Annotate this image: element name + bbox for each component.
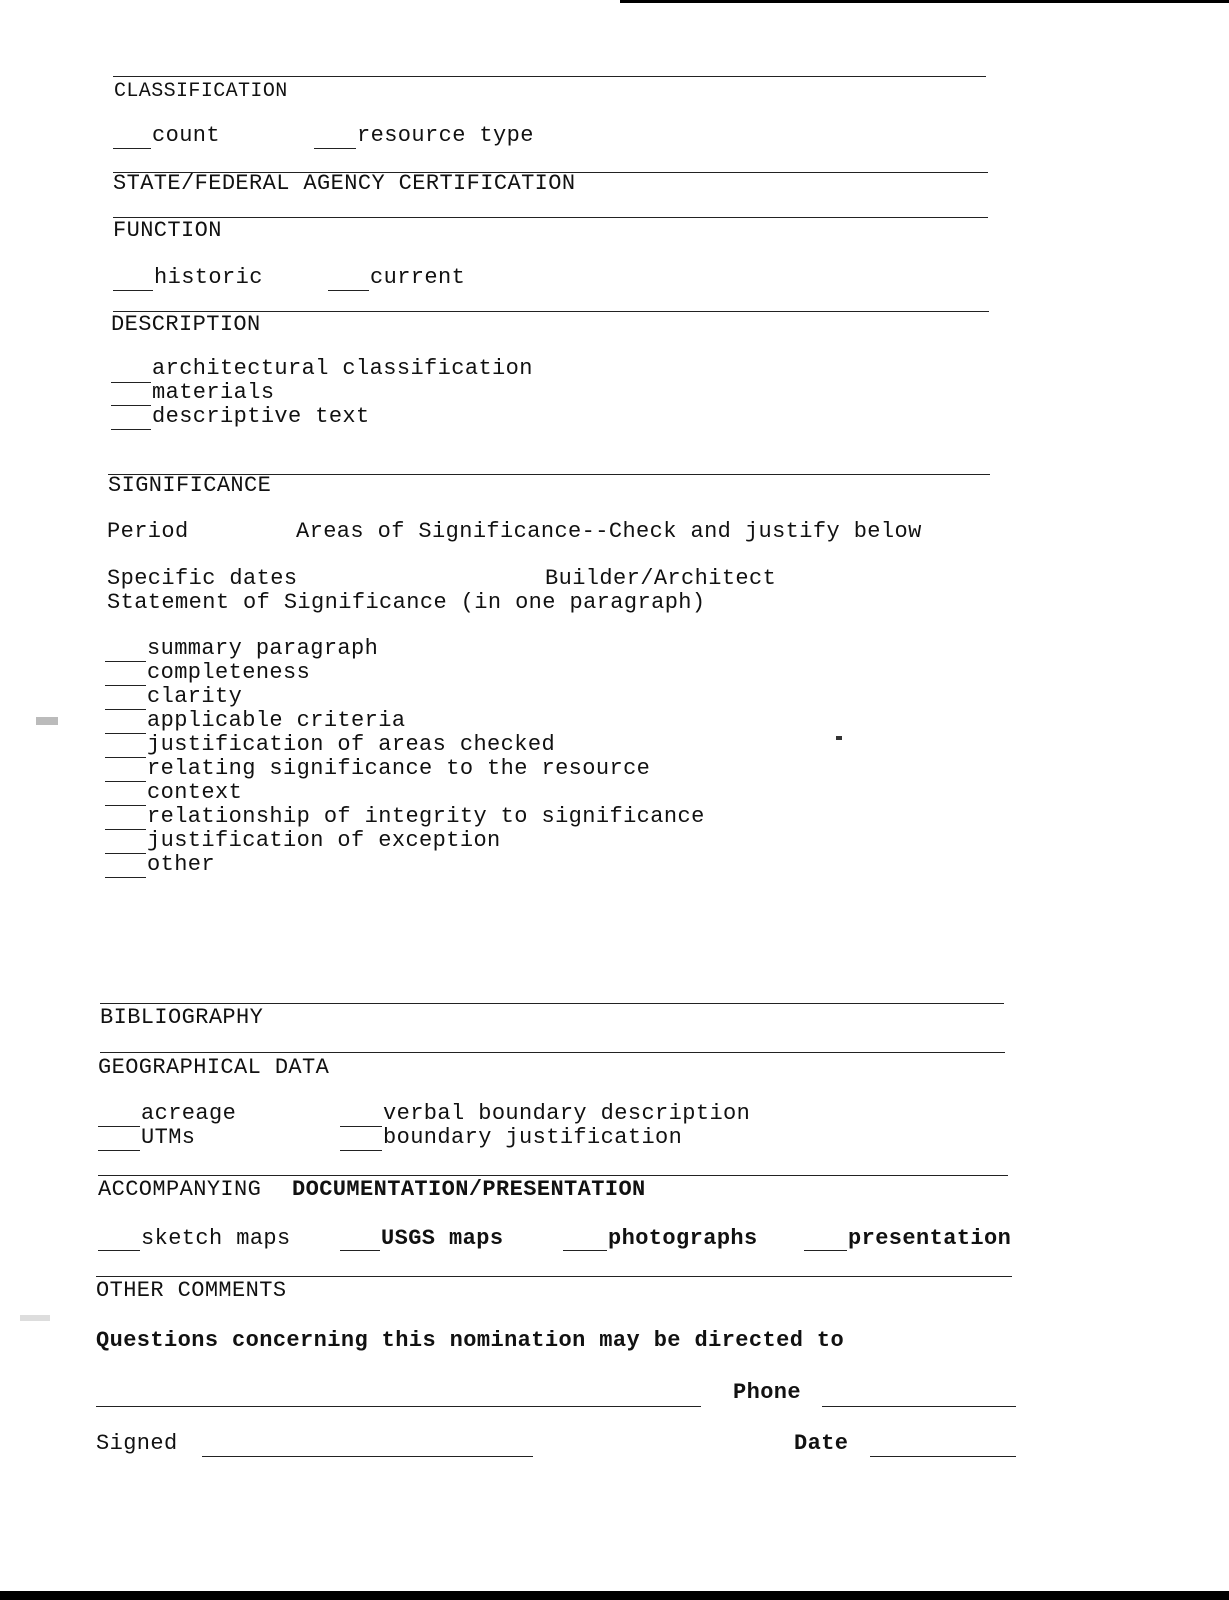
check-blank[interactable] bbox=[113, 290, 153, 291]
classification-resource-type: resource type bbox=[357, 123, 534, 148]
geographical-heading: GEOGRAPHICAL DATA bbox=[98, 1055, 330, 1080]
significance-statement: Statement of Significance (in one paragraph) bbox=[107, 590, 706, 615]
check-blank[interactable] bbox=[98, 1150, 140, 1151]
contact-name-line[interactable] bbox=[96, 1406, 701, 1407]
phone-label: Phone bbox=[733, 1380, 802, 1405]
check-blank[interactable] bbox=[804, 1250, 847, 1251]
section-rule bbox=[113, 76, 986, 77]
significance-builder: Builder/Architect bbox=[545, 566, 777, 591]
check-blank[interactable] bbox=[105, 661, 146, 662]
significance-item: clarity bbox=[147, 684, 243, 709]
significance-item: justification of areas checked bbox=[147, 732, 556, 757]
section-rule bbox=[98, 1175, 1008, 1176]
check-blank[interactable] bbox=[340, 1126, 382, 1127]
comments-heading: OTHER COMMENTS bbox=[96, 1278, 287, 1303]
check-blank[interactable] bbox=[563, 1250, 607, 1251]
accompanying-photographs: photographs bbox=[608, 1226, 758, 1251]
check-blank[interactable] bbox=[113, 148, 151, 149]
classification-heading: CLASSIFICATION bbox=[114, 80, 288, 103]
check-blank[interactable] bbox=[328, 290, 369, 291]
certification-heading: STATE/FEDERAL AGENCY CERTIFICATION bbox=[113, 171, 576, 196]
signature-line[interactable] bbox=[202, 1456, 533, 1457]
geo-utms: UTMs bbox=[141, 1125, 196, 1150]
significance-item: other bbox=[147, 852, 216, 877]
section-rule bbox=[113, 217, 988, 218]
significance-specific-dates: Specific dates bbox=[107, 566, 298, 591]
bibliography-heading: BIBLIOGRAPHY bbox=[100, 1005, 264, 1030]
accompanying-presentation: presentation bbox=[848, 1226, 1012, 1251]
function-heading: FUNCTION bbox=[113, 218, 222, 243]
description-item: architectural classification bbox=[152, 356, 533, 381]
check-blank[interactable] bbox=[105, 709, 146, 710]
check-blank[interactable] bbox=[98, 1126, 140, 1127]
check-blank[interactable] bbox=[105, 733, 146, 734]
check-blank[interactable] bbox=[105, 805, 146, 806]
accompanying-sketch-maps: sketch maps bbox=[141, 1226, 291, 1251]
function-current: current bbox=[370, 265, 466, 290]
check-blank[interactable] bbox=[105, 877, 146, 878]
significance-item: context bbox=[147, 780, 243, 805]
section-rule bbox=[96, 1276, 1012, 1277]
phone-line[interactable] bbox=[822, 1406, 1016, 1407]
accompanying-heading-part2: DOCUMENTATION/PRESENTATION bbox=[292, 1177, 646, 1202]
description-item: descriptive text bbox=[152, 404, 370, 429]
questions-text: Questions concerning this nomination may be directed to bbox=[96, 1328, 845, 1353]
description-item: materials bbox=[152, 380, 275, 405]
check-blank[interactable] bbox=[105, 829, 146, 830]
geo-acreage: acreage bbox=[141, 1101, 237, 1126]
check-blank[interactable] bbox=[111, 405, 151, 406]
section-rule bbox=[100, 1003, 1004, 1004]
significance-item: applicable criteria bbox=[147, 708, 406, 733]
scan-speck bbox=[836, 736, 842, 740]
significance-item: completeness bbox=[147, 660, 311, 685]
significance-heading: SIGNIFICANCE bbox=[108, 473, 272, 498]
description-heading: DESCRIPTION bbox=[111, 312, 261, 337]
scan-edge-bottom bbox=[0, 1591, 1229, 1600]
function-historic: historic bbox=[154, 265, 263, 290]
accompanying-heading-part1: ACCOMPANYING bbox=[98, 1177, 262, 1202]
significance-item: relating significance to the resource bbox=[147, 756, 651, 781]
date-label: Date bbox=[794, 1431, 849, 1456]
accompanying-usgs-maps: USGS maps bbox=[381, 1226, 504, 1251]
significance-areas: Areas of Significance--Check and justify below bbox=[296, 519, 922, 544]
significance-period: Period bbox=[107, 519, 189, 544]
check-blank[interactable] bbox=[111, 382, 151, 383]
check-blank[interactable] bbox=[105, 685, 146, 686]
significance-item: justification of exception bbox=[147, 828, 501, 853]
date-line[interactable] bbox=[870, 1456, 1016, 1457]
check-blank[interactable] bbox=[105, 781, 146, 782]
signed-label: Signed bbox=[96, 1431, 178, 1456]
significance-item: summary paragraph bbox=[147, 636, 379, 661]
check-blank[interactable] bbox=[340, 1250, 380, 1251]
scan-speck bbox=[20, 1315, 50, 1321]
section-rule bbox=[100, 1052, 1005, 1053]
check-blank[interactable] bbox=[105, 757, 146, 758]
check-blank[interactable] bbox=[105, 853, 146, 854]
geo-boundary-justification: boundary justification bbox=[383, 1125, 683, 1150]
check-blank[interactable] bbox=[111, 429, 151, 430]
geo-verbal-boundary: verbal boundary description bbox=[383, 1101, 751, 1126]
classification-count: count bbox=[152, 123, 221, 148]
check-blank[interactable] bbox=[314, 148, 356, 149]
significance-item: relationship of integrity to significance bbox=[147, 804, 705, 829]
check-blank[interactable] bbox=[340, 1150, 382, 1151]
scan-speck bbox=[36, 717, 58, 725]
check-blank[interactable] bbox=[98, 1250, 140, 1251]
scan-edge-top bbox=[620, 0, 1229, 3]
